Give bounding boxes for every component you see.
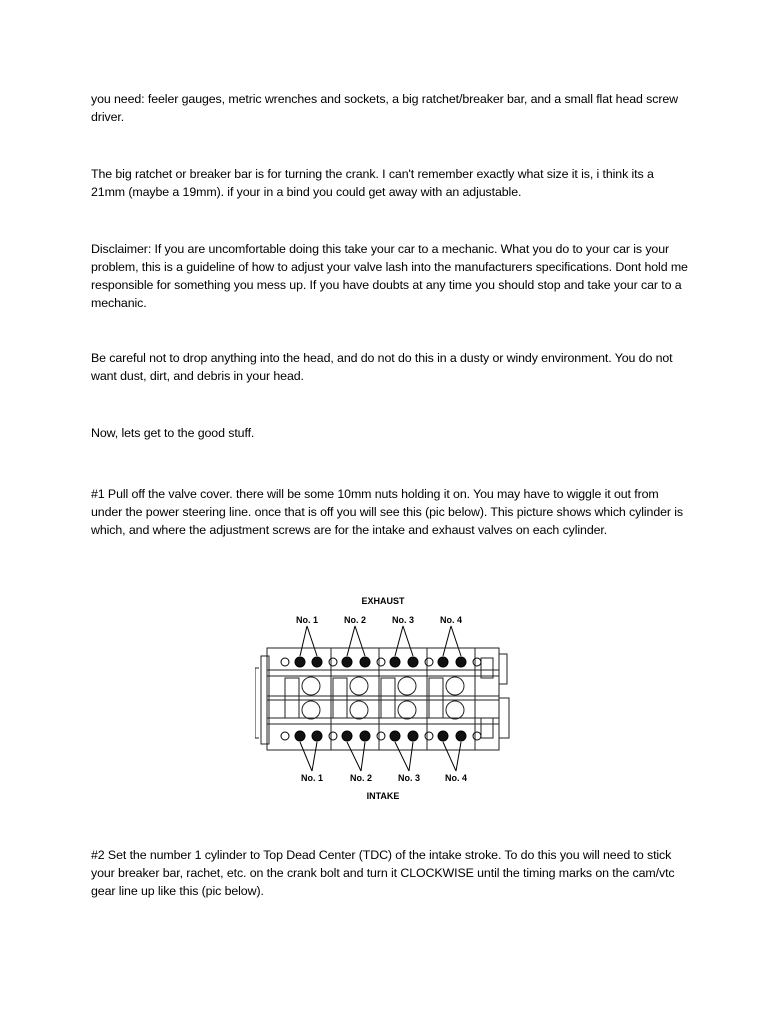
- head-outline: [255, 648, 509, 750]
- intake-label: INTAKE: [366, 791, 400, 801]
- exhaust-bolts: [281, 658, 481, 666]
- intake-cylinder-1-label: No. 1: [300, 773, 324, 783]
- valve-diagram: [255, 588, 517, 806]
- paragraph-tools: you need: feeler gauges, metric wrenches and sockets, a big ratchet/breaker bar, and a small flat head screw driver.: [91, 92, 679, 124]
- paragraph-intro: Now, lets get to the good stuff.: [91, 426, 255, 440]
- intake-cylinder-4-label: No. 4: [444, 773, 468, 783]
- exhaust-cylinder-4-label: No. 4: [439, 615, 463, 625]
- paragraph-caution: Be careful not to drop anything into the head, and do not do this in a dusty or windy environment. You do not want dust, dirt, and debris in your head.: [91, 351, 673, 383]
- intake-cylinder-3-label: No. 3: [397, 773, 421, 783]
- exhaust-arrows: [300, 626, 461, 656]
- cylinder-head-drawing: [255, 588, 517, 806]
- intake-cylinder-2-label: No. 2: [349, 773, 373, 783]
- exhaust-cylinder-1-label: No. 1: [295, 615, 319, 625]
- paragraph-disclaimer: Disclaimer: If you are uncomfortable doing this take your car to a mechanic. What you do to your car is your problem, this is a guideline of how to adjust your valve lash into the manufacturers specifications. Dont hold me responsible for something you mess up. If you have doubts at any time you should stop and take your car to a mechanic.: [91, 242, 688, 310]
- exhaust-cylinder-3-label: No. 3: [391, 615, 415, 625]
- exhaust-cylinder-2-label: No. 2: [343, 615, 367, 625]
- intake-bolts: [281, 732, 481, 740]
- exhaust-label: EXHAUST: [361, 596, 405, 606]
- paragraph-step-2: #2 Set the number 1 cylinder to Top Dead Center (TDC) of the intake stroke. To do this you will need to stick your breaker bar, rachet, etc. on the crank bolt and turn it CLOCKWISE until the timing marks on the cam/vtc gear line up like this (pic below).: [91, 848, 675, 898]
- paragraph-breaker-bar: The big ratchet or breaker bar is for turning the crank. I can't remember exactly what size it is, i think its a 21mm (maybe a 19mm). if your in a bind you could get away with an adjustable.: [91, 167, 654, 199]
- intake-arrows: [300, 742, 461, 771]
- paragraph-step-1: #1 Pull off the valve cover. there will be some 10mm nuts holding it on. You may have to wiggle it out from under the power steering line. once that is off you will see this (pic below). This picture shows which cylinder is which, and where the adjustment screws are for the intake and exhaust valves on each cylinder.: [91, 487, 684, 537]
